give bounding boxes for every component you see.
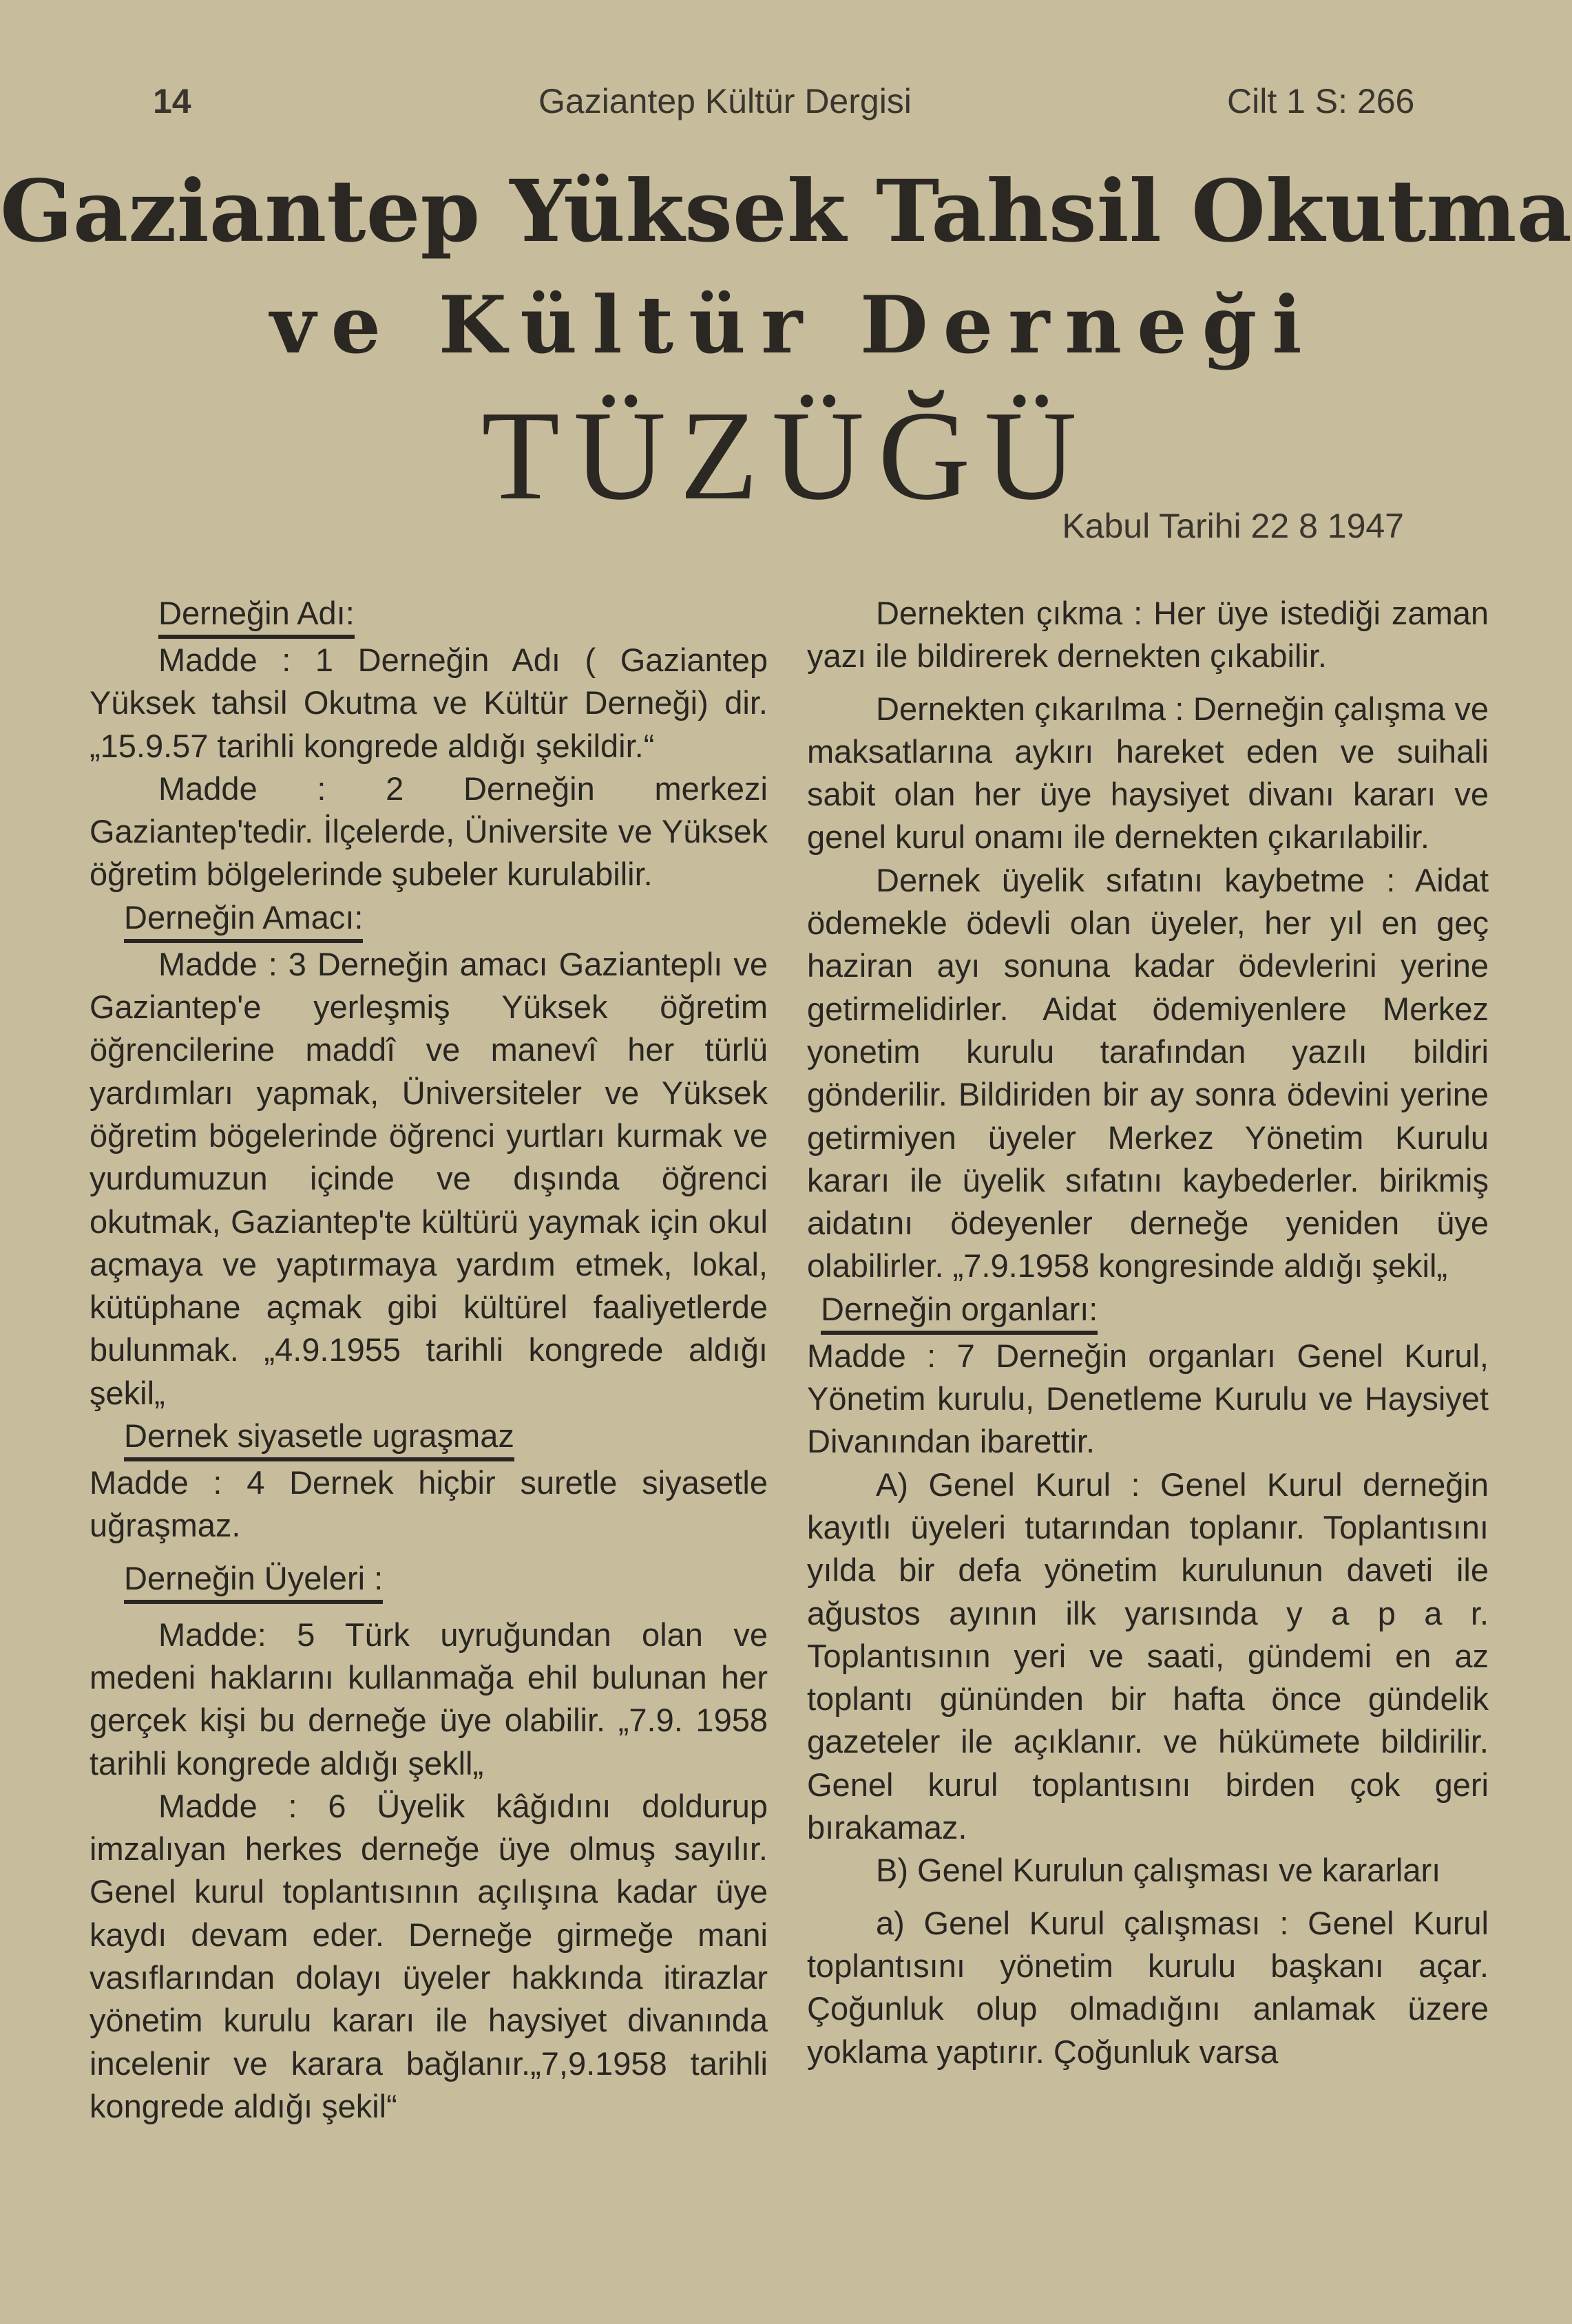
leaving-membership: Dernekten çıkma : Her üye istediği zaman yazı ile bildirerek dernekten çıkabilir. <box>807 595 1489 675</box>
section-heading-members: Derneğin Üyeleri : <box>90 1557 768 1604</box>
page-number: 14 <box>153 82 191 120</box>
acceptance-date: Kabul Tarihi 22 8 1947 <box>1062 507 1404 545</box>
article-3: Madde : 3 Derneğin amacı Gazianteplı ve Gaziantep'e yerleşmiş Yüksek öğretim öğrencilerine maddî ve manevî her türlü yardımları yapmak, Üniversiteler ve Yüksek öğretim bögelerinde öğrenci yurtları kurmak ve yurdumuzun içinde ve dışında öğrenci okutmak, Gaziantep'te kültürü yaymak için okul açmaya ve yaptırmaya yardım etmek, lokal, kütüphane açmak gibi kültürel faaliyetlerde bulunmak. „4.9.1955 tarihli kongrede aldığı şekil„ <box>90 945 768 1411</box>
assembly-work: a) Genel Kurul çalışması : Genel Kurul toplantısını yönetim kurulu başkanı açar. Çoğunluk olup olmadığını anlamak üzere yoklama yaptırır. Çoğunluk varsa <box>807 1904 1489 2070</box>
general-assembly: A) Genel Kurul : Genel Kurul derneğin kayıtlı üyeleri tutarından toplanır. Toplantısını yılda bir defa yönetim kurulunun daveti ile ağustos ayının ilk yarısında y a p a r. Toplantısının yeri ve saati, gündemi en az toplantı gününden bir hafta önce gündelik gazeteler ile açıklanır. ve hükümete bildirilir. Genel kurul toplantısını birden çok geri bırakamaz. <box>807 1466 1489 1846</box>
assembly-work-heading: B) Genel Kurulun çalışması ve kararları <box>876 1852 1441 1889</box>
expulsion: Dernekten çıkarılma : Derneğin çalışma ve maksatlarına aykırı hareket eden ve suihali sabit olan her üye haysiyet divanı kararı ve genel kurul onamı ile dernekten çıkarılabilir. <box>807 690 1489 856</box>
magazine-name: Gaziantep Kültür Dergisi <box>538 82 912 120</box>
article-5: Madde: 5 Türk uyruğundan olan ve medeni haklarını kullanmağa ehil bulunan her gerçek kişi bu derneğe üye olabilir. „7.9. 1958 tarihli kongrede aldığı şekll„ <box>90 1616 768 1782</box>
article-2: Madde : 2 Derneğin merkezi Gaziantep'tedir. İlçelerde, Üniversite ve Yüksek öğretim bölgelerinde şubeler kurulabilir. <box>90 770 768 893</box>
section-heading-politics: Dernek siyasetle ugraşmaz <box>90 1415 768 1461</box>
losing-membership: Dernek üyelik sıfatını kaybetme : Aidat ödemekle ödevli olan üyeler, her yıl en geç haziran ayı sonuna kadar ödevlerini yerine getirmelidirler. Aidat ödemiyenlere Merkez yonetim kurulu tarafından yazılı bildiri gönderilir. Bildiriden bir ay sonra ödevini yerine getirmiyen üyeler Merkez Yönetim Kurulu kararı ile üyelik sıfatını kaybederler. birikmiş aidatını ödeyenler derneğe yeniden üye olabilirler. „7.9.1958 kongresinde aldığı şekil„ <box>807 861 1489 1285</box>
article-6: Madde : 6 Üyelik kâğıdını doldurup imzalıyan herkes derneğe üye olmuş sayılır. Genel kurul toplantısının açılışına kadar üye kaydı devam eder. Derneğe girmeğe mani vasıflarından dolayı üyeler hakkında itirazlar yönetim kurulu kararı ile haysiyet divanında incelenir ve karara bağlanır.„7,9.1958 tarihli kongrede aldığı şekil“ <box>90 1787 768 2124</box>
article-4: Madde : 4 Dernek hiçbir suretle siyasetle uğraşmaz. <box>90 1464 768 1544</box>
section-heading-organs: Derneğin organları: <box>807 1288 1489 1335</box>
volume-issue: Cilt 1 S: 266 <box>1227 82 1415 120</box>
left-column <box>90 592 768 2128</box>
article-1: Madde : 1 Derneğin Adı ( Gaziantep Yüksek tahsil Okutma ve Kültür Derneği) dir. „15.9.57 tarihli kongrede aldığı şekildir.“ <box>90 642 768 764</box>
right-column <box>807 592 1489 2073</box>
section-heading-name: Derneğin Adı: <box>90 592 768 639</box>
title-line-3: TÜZÜĞÜ <box>481 385 1091 527</box>
section-heading-purpose: Derneğin Amacı: <box>90 896 768 943</box>
article-7: Madde : 7 Derneğin organları Genel Kurul, Yönetim kurulu, Denetleme Kurulu ve Haysiyet Divanından ibarettir. <box>807 1337 1489 1460</box>
title-line-1: Gaziantep Yüksek Tahsil Okutma <box>0 162 1572 262</box>
title-line-2: ve Kültür Derneği <box>270 279 1317 371</box>
